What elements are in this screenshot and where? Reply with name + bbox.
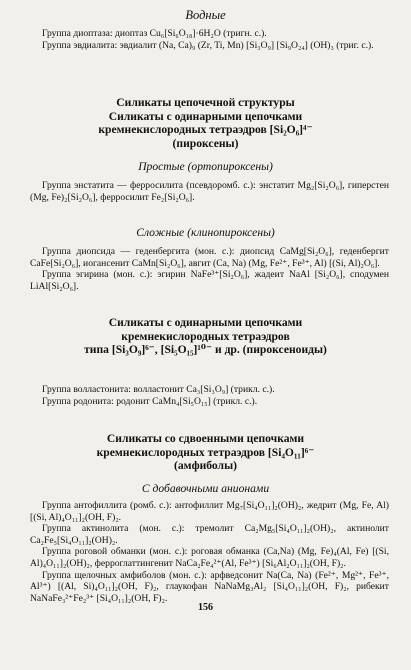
heading-chain-silicates	[0, 96, 411, 150]
subtitle-additional-anions: С добавочными анионами	[141, 482, 270, 495]
text-anthophyllite: Группа антофиллита (ромб. с.): антофиллит Mg₇[Si₄O₁₁]₂(OH)₂, жедрит (Mg, Fe, Al) [(Si, Al)₄O₁₁]₂(OH, F)₂.	[30, 500, 389, 523]
heading-amphiboles	[0, 432, 411, 473]
text-rhodonite: Группа родонита: родонит CaMn₄[Si₅O₁₅] (трикл. с.).	[42, 395, 258, 407]
heading3-line-3: (амфиболы)	[174, 459, 237, 473]
heading-line-1: Силикаты цепочечной структуры	[116, 96, 295, 109]
heading3-line-1: Силикаты со сдвоенными цепочками	[106, 432, 305, 445]
block-diopside	[30, 246, 389, 292]
subtitle-clinopyroxenes: Сложные (клинопироксены)	[136, 226, 275, 239]
heading2-line-2: кремнекислородных тетраэдров	[121, 329, 290, 343]
heading-pyroxenoids	[0, 316, 411, 357]
block-diopside-eudialyte	[30, 28, 389, 51]
heading-line-4: (пироксены)	[172, 136, 239, 150]
block-amphiboles	[30, 500, 389, 604]
text-aegirine-group: Группа эгирина (мон. с.): эгирин NaFe³⁺[Si₂O₆], жадеит NaAl [Si₂O₆], сподумен LiAl[Si₂O₆].	[30, 269, 389, 292]
text-diopside-group: Группа диопсида — геденбергита (мон. с.): диопсид CaMg[Si₂O₆], геденбергит CaFe[Si₂O₆], иогансенит CaMn[Si₂O₆], авгит (Ca, Na) (Mg, Fe²⁺, Fe³⁺, Al) [(Si, Al)₂O₆].	[30, 246, 389, 269]
page-number: 156	[198, 602, 213, 613]
text-dioptase: Группа диоптаза: диоптаз Cu₆[Si₆O₁₈]·6H₂O (тригн. с.).	[42, 28, 267, 39]
heading-line-3: кремнекислородных тетраэдров [Si₂O₆]⁴⁻	[98, 123, 313, 137]
heading2-line-1: Силикаты с одинарными цепочками	[108, 316, 303, 329]
block-enstatite	[30, 180, 389, 203]
text-wollastonite: Группа волластонита: волластонит Ca₃[Si₃O₉] (трикл. с.).	[42, 384, 275, 395]
text-hornblende: Группа роговой обманки (мон. с.): роговая обманка (Ca,Na) (Mg, Fe)₄(Al, Fe) [(Si, Al)₄O₁₁]₂(OH)₂, ферроглаттингенит NaCa₂Fe₄²⁺(Al, Fe³⁺) [Si₆Al₂O₁₁]₂(OH, F)₂.	[30, 546, 389, 569]
text-actinolite: Группа актинолита (мон. с.): тремолит Ca₂Mg₅[Si₄O₁₁]₂(OH)₂, актинолит Ca₂Fe₅[Si₄O₁₁]₂(OH)₂.	[30, 523, 389, 546]
text-alkali-amphiboles: Группа щелочных амфиболов (мон. с.): арфведсонит Na(Ca, Na) (Fe²⁺, Mg²⁺, Fe³⁺, Al³⁺) [(Al, Si)₄O₁₁]₂(OH, F)₂, глаукофан NaNaMg₃Al₂ [Si₄O₁₁]₂(OH, F)₂, рибекит NaNaFe₃²⁺Fe₂³⁺ [Si₄O₁₁]₂(OH, F)₂.	[30, 569, 389, 604]
heading-line-2: Силикаты с одинарными цепочками	[108, 109, 303, 123]
text-eudialyte: Группа эвдиалита: эвдиалит (Na, Ca)₉ (Zr, Ti, Mn) [Si₃O₉] [Si₉O₂₄] (OH)₃ (триг. с.).	[42, 39, 374, 51]
section-title-hydrous: Водные	[185, 8, 226, 22]
text-enstatite-group: Группа энстатита — ферросилита (псевдоромб. с.): энстатит Mg₂[Si₂O₆], гиперстен (Mg, Fe)₂[Si₂O₆], ферросилит Fe₂[Si₂O₆].	[30, 180, 389, 203]
heading3-line-2: кремнекислородных тетраэдров [Si₄O₁₁]⁶⁻	[96, 445, 315, 459]
heading2-line-3: типа [Si₃O₉]⁶⁻, [Si₅O₁₅]¹⁰⁻ и др. (пироксеноиды)	[84, 343, 327, 357]
subtitle-orthopyroxenes: Простые (ортопироксены)	[138, 160, 273, 173]
block-wollastonite	[30, 384, 389, 407]
